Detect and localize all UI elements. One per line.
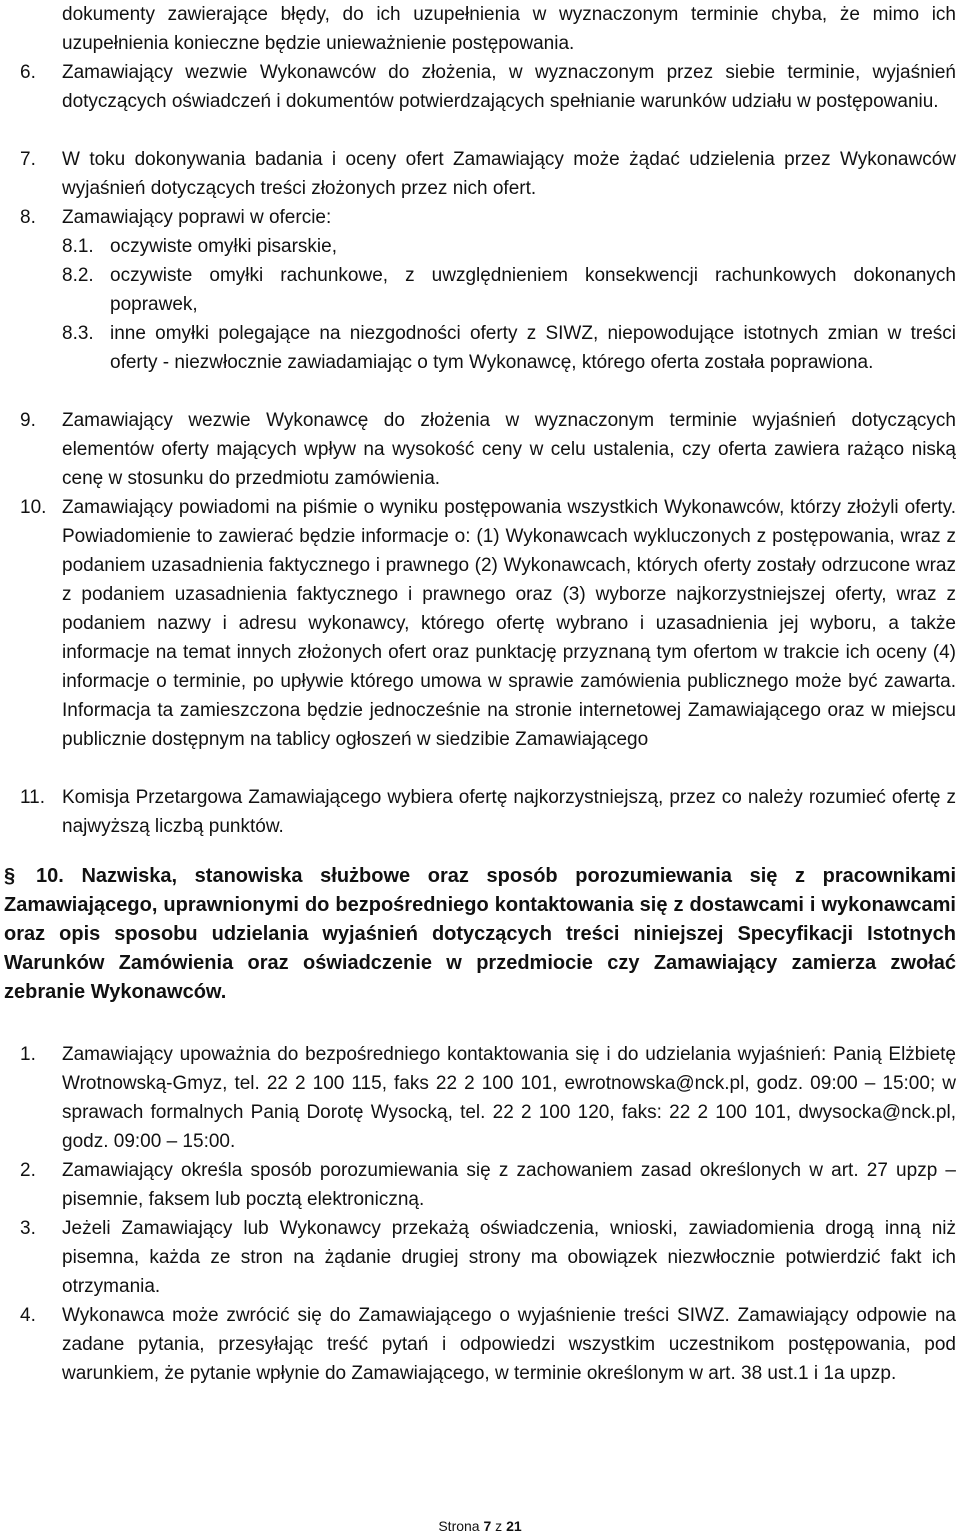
sub-item-text: oczywiste omyłki rachunkowe, z uwzględnieniem konsekwencji rachunkowych dokonanych poprawek, [110, 265, 956, 315]
list-item-6 [20, 58, 956, 116]
item-text: W toku dokonywania badania i oceny ofert Zamawiający może żądać udzielenia przez Wykonawców wyjaśnień dotyczących treści złożonych przez nich ofert. [62, 149, 956, 199]
item-number: 6. [20, 62, 36, 83]
item-number: 9. [20, 410, 36, 431]
item-text: Zamawiający wezwie Wykonawcę do złożenia w wyznaczonym terminie wyjaśnień dotyczących elementów oferty mających wpływ na wysokość ceny w celu ustalenia, czy oferta zawiera rażąco niską cenę w stosunku do przedmiotu zamówienia. [62, 410, 956, 489]
page-number: 7 [483, 1518, 492, 1534]
section-symbol: § [4, 865, 16, 887]
item-number: 3. [20, 1218, 36, 1239]
item-text: Komisja Przetargowa Zamawiającego wybiera ofertę najkorzystniejszą, przez co należy rozumieć ofertę z najwyższą liczbą punktów. [62, 787, 956, 837]
item-number: 11. [20, 787, 46, 808]
item-text: Zamawiający określa sposób porozumiewania się z zachowaniem zasad określonych w art. 27 upzp – pisemnie, faksem lub pocztą elektroniczną. [62, 1160, 956, 1210]
sub-item-8-3 [62, 319, 956, 377]
contact-item-4 [20, 1301, 956, 1388]
page-total: 21 [506, 1518, 522, 1534]
sub-item-8-2 [62, 261, 956, 319]
section-title: Nazwiska, stanowiska służbowe oraz sposób porozumiewania się z pracownikami Zamawiającego, uprawnionymi do bezpośredniego kontaktowania się z dostawcami i wykonawcami oraz opis sposobu udzielania wyjaśnień dotyczących treści niniejszej Specyfikacji Istotnych Warunków Zamówienia oraz oświadczenie w przedmiocie czy Zamawiający zamierza zwołać zebranie Wykonawców. [4, 865, 957, 1003]
list-item-9 [20, 406, 956, 493]
sub-item-text: inne omyłki polegające na niezgodności oferty z SIWZ, niepowodujące istotnych zmian w treści oferty - niezwłocznie zawiadamiając o tym Wykonawcę, którego oferta została poprawiona. [110, 323, 956, 373]
sub-item-number: 8.3. [62, 323, 94, 344]
page-label: Strona [438, 1518, 480, 1534]
list-item-11 [20, 783, 956, 841]
sub-item-number: 8.2. [62, 265, 94, 286]
list-item-8 [20, 203, 956, 232]
sub-item-text: oczywiste omyłki pisarskie, [110, 236, 337, 257]
page-footer [0, 1517, 960, 1535]
item-number: 4. [20, 1305, 36, 1326]
contact-item-1 [20, 1040, 956, 1156]
list-item-10 [20, 493, 956, 754]
sub-item-number: 8.1. [62, 236, 94, 257]
item-text: Jeżeli Zamawiający lub Wykonawcy przekażą oświadczenia, wnioski, zawiadomienia drogą inną niż pisemna, każda ze stron na żądanie drugiej strony ma obowiązek niezwłocznie potwierdzić fakt ich otrzymania. [62, 1218, 956, 1297]
item-text: Zamawiający powiadomi na piśmie o wyniku postępowania wszystkich Wykonawców, którzy złożyli oferty. Powiadomienie to zawierać będzie informacje o: (1) Wykonawcach wykluczonych z postępowania, wraz z podaniem uzasadnienia faktycznego i prawnego (2) Wykonawcach, których oferty zostały odrzucone wraz z podaniem uzasadnienia faktycznego i prawnego oraz (3) wyborze najkorzystniejszej oferty, wraz z podaniem nazwy i adresu wykonawcy, którego ofertę wybrano i uzasadnienia jej wyboru, a także informacje na temat innych złożonych ofert oraz punktację przyznaną tym ofertom w trakcie ich oceny (4) informacje o terminie, po upływie którego umowa w sprawie zamówienia publicznego może być zawarta. Informacja ta zamieszczona będzie jednocześnie na stronie internetowej Zamawiającego oraz w miejscu publicznie dostępnym na tablicy ogłoszeń w siedzibie Zamawiającego [62, 497, 956, 750]
continuation-paragraph: dokumenty zawierające błędy, do ich uzupełnienia w wyznaczonym terminie chyba, że mimo ich uzupełnienia konieczne będzie unieważnienie postępowania. [62, 4, 956, 54]
item-text: Zamawiający wezwie Wykonawców do złożenia, w wyznaczonym przez siebie terminie, wyjaśnień dotyczących oświadczeń i dokumentów potwierdzających spełnianie warunków udziału w postępowaniu. [62, 62, 956, 112]
item-number: 7. [20, 149, 36, 170]
contact-item-3 [20, 1214, 956, 1301]
section-number: 10. [36, 865, 64, 887]
item-text: Wykonawca może zwrócić się do Zamawiającego o wyjaśnienie treści SIWZ. Zamawiający odpowie na zadane pytania, przesyłając treść pytań i odpowiedzi wszystkim uczestnikom postępowania, pod warunkiem, że pytanie wpłynie do Zamawiającego, w terminie określonym w art. 38 ust.1 i 1a upzp. [62, 1305, 956, 1384]
page-sep: z [495, 1518, 503, 1534]
section-heading [4, 862, 956, 1007]
list-item-7 [20, 145, 956, 203]
item-text: Zamawiający poprawi w ofercie: [62, 207, 332, 228]
item-text: Zamawiający upoważnia do bezpośredniego kontaktowania się i do udzielania wyjaśnień: Panią Elżbietę Wrotnowską-Gmyz, tel. 22 2 100 115, faks 22 2 100 101, ewrotnowska@nck.pl, godz. 09:00 – 15:00; w sprawach formalnych Panią Dorotę Wysocką, tel. 22 2 100 120, faks: 22 2 100 101, dwysocka@nck.pl, godz. 09:00 – 15:00. [62, 1044, 956, 1152]
item-number: 2. [20, 1160, 36, 1181]
item-number: 8. [20, 207, 36, 228]
item-number: 10. [20, 497, 47, 518]
contact-item-2 [20, 1156, 956, 1214]
item-number: 1. [20, 1044, 36, 1065]
sub-item-8-1 [62, 232, 956, 261]
